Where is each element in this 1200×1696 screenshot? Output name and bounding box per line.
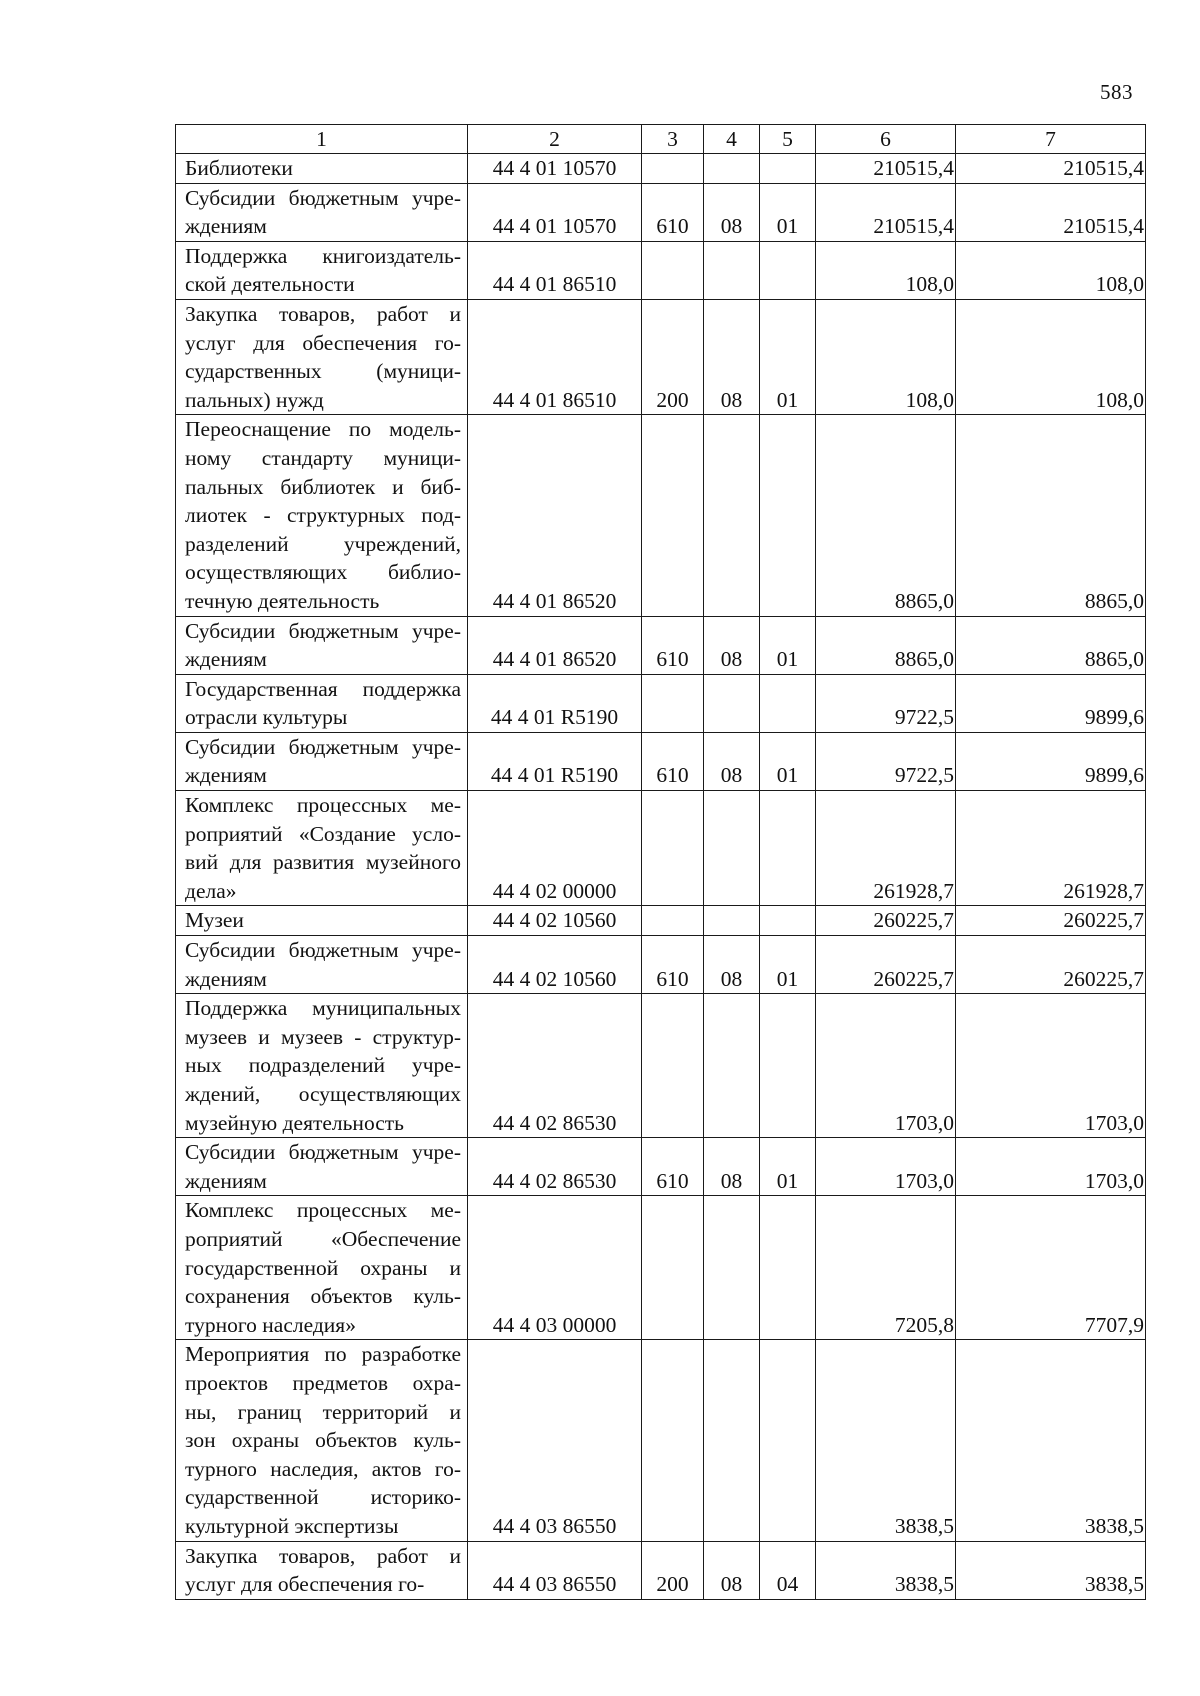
row-value7-cell: 261928,7 (956, 791, 1146, 906)
table-row (176, 994, 1146, 1138)
row-col3-cell (642, 906, 704, 936)
table-row (176, 154, 1146, 184)
row-name-cell: Государственная поддержка отрасли культуры (176, 674, 468, 732)
row-col4-cell: 08 (704, 732, 760, 790)
row-col3-cell (642, 674, 704, 732)
row-value6-cell: 260225,7 (816, 906, 956, 936)
row-name-cell: Комплекс процессных ме- роприятий «Создание усло- вий для развития музейного дела» (176, 791, 468, 906)
row-code-cell: 44 4 01 86520 (468, 415, 642, 616)
row-code-cell: 44 4 03 00000 (468, 1196, 642, 1340)
table-row (176, 183, 1146, 241)
row-value7-cell: 8865,0 (956, 616, 1146, 674)
row-value7-cell: 9899,6 (956, 732, 1146, 790)
row-col3-cell: 610 (642, 1138, 704, 1196)
row-name-cell: Закупка товаров, работ и услуг для обеспечения го- (176, 1541, 468, 1599)
table-row (176, 674, 1146, 732)
row-name-cell: Музеи (176, 906, 468, 936)
row-col4-cell (704, 415, 760, 616)
row-value7-cell: 8865,0 (956, 415, 1146, 616)
row-name-cell: Комплекс процессных ме- роприятий «Обеспечение государственной охраны и сохранения объектов куль- турного наследия» (176, 1196, 468, 1340)
row-value6-cell: 210515,4 (816, 154, 956, 184)
row-col4-cell (704, 1196, 760, 1340)
row-col5-cell: 01 (760, 299, 816, 414)
row-col5-cell (760, 906, 816, 936)
row-code-cell: 44 4 02 86530 (468, 1138, 642, 1196)
row-col3-cell (642, 791, 704, 906)
row-col5-cell: 04 (760, 1541, 816, 1599)
budget-table (175, 124, 1146, 1600)
table-row (176, 1138, 1146, 1196)
row-value7-cell: 3838,5 (956, 1340, 1146, 1541)
row-code-cell: 44 4 02 10560 (468, 936, 642, 994)
row-col3-cell: 610 (642, 183, 704, 241)
row-col4-cell (704, 1340, 760, 1541)
row-code-cell: 44 4 01 R5190 (468, 674, 642, 732)
row-code-cell: 44 4 03 86550 (468, 1340, 642, 1541)
row-name-cell: Субсидии бюджетным учре- ждениям (176, 732, 468, 790)
row-name-cell: Субсидии бюджетным учре- ждениям (176, 616, 468, 674)
row-value7-cell: 7707,9 (956, 1196, 1146, 1340)
column-header-3: 3 (642, 125, 704, 154)
table-row (176, 1340, 1146, 1541)
row-col5-cell: 01 (760, 616, 816, 674)
row-col3-cell: 200 (642, 1541, 704, 1599)
row-value6-cell: 1703,0 (816, 1138, 956, 1196)
row-col3-cell (642, 1196, 704, 1340)
row-value6-cell: 1703,0 (816, 994, 956, 1138)
row-value6-cell: 8865,0 (816, 616, 956, 674)
row-value6-cell: 3838,5 (816, 1340, 956, 1541)
row-col4-cell (704, 994, 760, 1138)
table-body (176, 154, 1146, 1600)
column-header-1: 1 (176, 125, 468, 154)
row-code-cell: 44 4 01 10570 (468, 183, 642, 241)
row-col3-cell: 200 (642, 299, 704, 414)
row-name-cell: Субсидии бюджетным учре- ждениям (176, 1138, 468, 1196)
table-row (176, 1541, 1146, 1599)
row-code-cell: 44 4 01 86510 (468, 241, 642, 299)
table-row (176, 299, 1146, 414)
row-value6-cell: 9722,5 (816, 674, 956, 732)
row-value7-cell: 1703,0 (956, 994, 1146, 1138)
row-value7-cell: 3838,5 (956, 1541, 1146, 1599)
column-header-7: 7 (956, 125, 1146, 154)
row-name-cell: Мероприятия по разработке проектов предметов охра- ны, границ территорий и зон охраны объектов куль- турного наследия, актов го- сударственной историко- культурной экспертизы (176, 1340, 468, 1541)
row-col5-cell (760, 1196, 816, 1340)
row-value6-cell: 108,0 (816, 299, 956, 414)
row-value6-cell: 108,0 (816, 241, 956, 299)
row-col3-cell (642, 241, 704, 299)
row-value7-cell: 108,0 (956, 299, 1146, 414)
row-col4-cell: 08 (704, 936, 760, 994)
row-col5-cell (760, 154, 816, 184)
row-code-cell: 44 4 01 R5190 (468, 732, 642, 790)
row-col5-cell: 01 (760, 936, 816, 994)
row-col4-cell (704, 791, 760, 906)
row-col3-cell: 610 (642, 732, 704, 790)
table-row (176, 732, 1146, 790)
row-code-cell: 44 4 02 00000 (468, 791, 642, 906)
row-value6-cell: 210515,4 (816, 183, 956, 241)
row-code-cell: 44 4 01 86510 (468, 299, 642, 414)
row-col3-cell (642, 1340, 704, 1541)
row-value7-cell: 260225,7 (956, 936, 1146, 994)
column-header-6: 6 (816, 125, 956, 154)
row-col5-cell (760, 415, 816, 616)
row-col5-cell (760, 1340, 816, 1541)
row-col4-cell (704, 241, 760, 299)
row-name-cell: Закупка товаров, работ и услуг для обеспечения го- сударственных (муници- пальных) нужд (176, 299, 468, 414)
row-col3-cell: 610 (642, 616, 704, 674)
row-value7-cell: 210515,4 (956, 154, 1146, 184)
row-value7-cell: 210515,4 (956, 183, 1146, 241)
row-col5-cell (760, 791, 816, 906)
row-code-cell: 44 4 02 86530 (468, 994, 642, 1138)
row-name-cell: Переоснащение по модель- ному стандарту муници- пальных библиотек и биб- лиотек - структурных под- разделений учреждений, осуществляющих библио- течную деятельность (176, 415, 468, 616)
row-col3-cell: 610 (642, 936, 704, 994)
row-col4-cell (704, 154, 760, 184)
row-col4-cell: 08 (704, 299, 760, 414)
row-value6-cell: 260225,7 (816, 936, 956, 994)
row-col4-cell: 08 (704, 1541, 760, 1599)
column-header-2: 2 (468, 125, 642, 154)
row-value6-cell: 9722,5 (816, 732, 956, 790)
row-col5-cell: 01 (760, 183, 816, 241)
row-name-cell: Библиотеки (176, 154, 468, 184)
row-value6-cell: 8865,0 (816, 415, 956, 616)
row-code-cell: 44 4 02 10560 (468, 906, 642, 936)
header-row (176, 125, 1146, 154)
row-name-cell: Поддержка муниципальных музеев и музеев - структур- ных подразделений учре- ждений, осуществляющих музейную деятельность (176, 994, 468, 1138)
row-col5-cell: 01 (760, 732, 816, 790)
row-col3-cell (642, 154, 704, 184)
table-row (176, 415, 1146, 616)
row-col3-cell (642, 415, 704, 616)
table-row (176, 791, 1146, 906)
row-col4-cell: 08 (704, 183, 760, 241)
row-col4-cell: 08 (704, 616, 760, 674)
row-name-cell: Поддержка книгоиздатель- ской деятельности (176, 241, 468, 299)
row-value7-cell: 260225,7 (956, 906, 1146, 936)
row-value6-cell: 7205,8 (816, 1196, 956, 1340)
row-value7-cell: 108,0 (956, 241, 1146, 299)
table-row (176, 906, 1146, 936)
page-number: 583 (1100, 80, 1133, 104)
row-value7-cell: 1703,0 (956, 1138, 1146, 1196)
table-row (176, 616, 1146, 674)
table-row (176, 936, 1146, 994)
row-code-cell: 44 4 01 86520 (468, 616, 642, 674)
row-col5-cell (760, 241, 816, 299)
row-value6-cell: 3838,5 (816, 1541, 956, 1599)
column-header-5: 5 (760, 125, 816, 154)
row-col4-cell: 08 (704, 1138, 760, 1196)
row-value7-cell: 9899,6 (956, 674, 1146, 732)
row-name-cell: Субсидии бюджетным учре- ждениям (176, 936, 468, 994)
row-code-cell: 44 4 01 10570 (468, 154, 642, 184)
table-row (176, 1196, 1146, 1340)
column-header-4: 4 (704, 125, 760, 154)
row-col5-cell (760, 994, 816, 1138)
row-value6-cell: 261928,7 (816, 791, 956, 906)
row-code-cell: 44 4 03 86550 (468, 1541, 642, 1599)
row-col4-cell (704, 906, 760, 936)
row-col4-cell (704, 674, 760, 732)
table-row (176, 241, 1146, 299)
row-name-cell: Субсидии бюджетным учре- ждениям (176, 183, 468, 241)
row-col5-cell: 01 (760, 1138, 816, 1196)
row-col5-cell (760, 674, 816, 732)
row-col3-cell (642, 994, 704, 1138)
